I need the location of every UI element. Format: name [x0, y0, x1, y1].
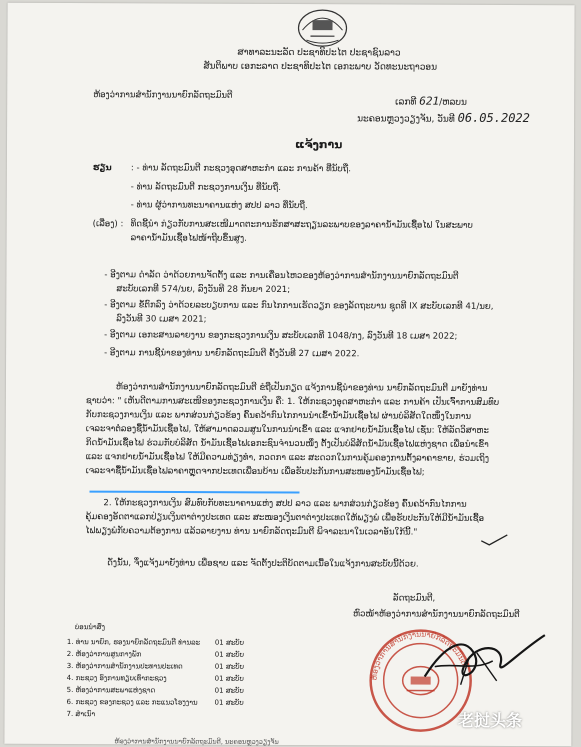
- distribution-copies: 01 ສະບັບ: [214, 650, 245, 659]
- subject-line: ລາຄານ້ຳມັນເຊື້ອໄຟໜ້າຖີບຂຶ້ນສູງ.: [130, 233, 247, 244]
- body-line: ແລະ ແຈກຢາຍນ້ຳມັນເຊື້ອໄຟ ໃຫ້ມີຄວາມທ່ຽງທຳ, ກວດກາ ແລະ ສະດວກໃນການຄຸ້ມຄອງການຕັ້ງລາຄາຂາຍ, ຮ່ວມເຖິງ: [85, 452, 490, 464]
- distribution-item: 6. ກະຊວງ ຂອງກະຊວງ ແລະ ກະແນວໂຮງງານ: [66, 698, 198, 707]
- body-line: ຄຸ້ມຄອງອັດຕາແລກປ່ຽນເງິນຕາຕ່າງປະເທດ ແລະ ສະໜອງເງິນຕາຕ່າງປະເທດໃຫ້ພຽງພໍ ເພື່ອຮັບປະກັນໃຫ້ມີນ້ຳມັນເຊື້ອ: [85, 512, 485, 524]
- body-line: ເຈລະຈາຕໍ່ລອງຊື້ນ້ຳມັນເຊື້ອໄຟ, ໃຫ້ສາມາດລວມສູນໃນການນຳເຂົ້າ ແລະ ແຈກຢາຍນ້ຳມັນເຊື້ອໄຟ ເຊັ່ນ: ໃຫ້ລັດວິສາຫະ: [85, 424, 489, 436]
- stamp-text: ຫ້ອງວ່າການສຳນັກງານນາຍົກລັດຖະມົນຕີ: [369, 629, 469, 681]
- signatory-title: ລັດຖະມົນຕີ,: [393, 593, 436, 604]
- body-line: 2. ໃຫ້ກະຊວງການເງິນ ສົມທົບກັບທະນາຄານແຫ່ງ ສປປ ລາວ ແລະ ພາກສ່ວນກ່ຽວຂ້ອງ ຄົ້ນຄວ້າກົນໄກການ: [103, 498, 467, 510]
- body-line: ຫ້ອງວ່າການສຳນັກງານນາຍົກລັດຖະມົນຕີ ຂໍຖືເປັນກຽດ ແຈ້ງການຊີ້ນຳຂອງທ່ານ ນາຍົກລັດຖະມົນຕີ ມາຍັງທ່ານ: [115, 382, 488, 394]
- document-number: ເລກທີ 621/ຫລບນ: [395, 94, 467, 108]
- reference-line: - ອີງຕາມ ດຳລັດ ວ່າດ້ວຍການຈັດຕັ້ງ ແລະ ການເຄື່ອນໄຫວຂອງຫ້ອງວ່າການສຳນັກງານນາຍົກລັດຖະມົນຕີ: [104, 270, 459, 282]
- header-line-2: ສັນຕິພາບ ເອກະລາດ ປະຊາທິປະໄຕ ເອກະພາບ ວັດທະນະຖາວອນ: [203, 61, 438, 73]
- body-line: ເຈລະຈາຊື້ນ້ຳມັນເຊື້ອໄຟລາຄາຫຼຸດຈາກປະເທດເພື່ອນບ້ານ ເພື່ອຮັບປະກັນການສະໜອງນ້ຳມັນເຊື້ອໄຟ;: [85, 466, 425, 478]
- subject-line: ທິດຊີ້ນຳ ກ່ຽວກັບການສະເໜີມາດຕະການຮັກສາສະຖຽນລະພາບຂອງລາຄານ້ຳມັນເຊື້ອໄຟ ໃນສະພາບ: [130, 219, 473, 231]
- body-line: ຊາບວ່າ: " ເຫັນດີຕາມການສະເໜີຂອງກະຊວງການເງິນ ຄື: 1. ໃຫ້ກະຊວງອຸດສາຫະກຳ ແລະ ການຄ້າ ເປັນເຈົ້າການສົມທົບ: [85, 396, 500, 408]
- distribution-item: 3. ຫ້ອງວ່າການສຳນັກງານປະທານປະເທດ: [66, 662, 183, 671]
- distribution-title: ບ່ອນນຳສົ່ງ: [74, 623, 106, 632]
- recipient-item: - ທ່ານ ຜູ້ວ່າການທະນາຄານແຫ່ງ ສປປ ລາວ ທີ່ນັບຖື.: [130, 200, 308, 212]
- document-number-value: 621: [419, 94, 440, 108]
- reference-line: - ອີງຕາມ ເອກະສານລາຍງານ ຂອງກະຊວງການເງິນ ສະບັບເລກທີ 1048/ກງ, ລົງວັນທີ 18 ເມສາ 2022;: [104, 330, 458, 342]
- handwritten-mark-icon: [479, 533, 509, 547]
- distribution-item: 1. ທ່ານ ນາຍົກ, ຮອງນາຍົກລັດຖະມົນຕີ ທ່ານລະ: [66, 638, 201, 647]
- distribution-item: 7. ສຳເນົາ: [66, 710, 96, 719]
- distribution-copies: 01 ສະບັບ: [214, 698, 244, 707]
- recipient-item: - ທ່ານ ລັດຖະມົນຕີ ກະຊວງການເງິນ ທີ່ນັບຖື.: [130, 182, 281, 193]
- recipient-item: : - ທ່ານ ລັດຖະມົນຕີ ກະຊວງອຸດສາຫະກຳ ແລະ ການຄ້າ ທີ່ນັບຖື.: [130, 163, 352, 175]
- issuing-office: ຫ້ອງວ່າການສຳນັກງານນາຍົກລັດຖະມົນຕີ: [93, 90, 233, 101]
- distribution-item: 4. ກະຊວງ ອົງການທຽບເທົ່າກະຊວງ: [66, 674, 167, 683]
- subject-label: (ເລື່ອງ) :: [92, 219, 124, 230]
- recipients-label: ຮຽນ: [92, 163, 112, 174]
- signatory-office: ຫົວໜ້າຫ້ອງວ່າການສຳນັກງານນາຍົກລັດຖະມົນຕີ: [352, 609, 520, 621]
- distribution-item: 2. ຫ້ອງວ່າການສູນກາງພັກ: [66, 650, 142, 659]
- distribution-copies: 01 ສະບັບ: [214, 686, 244, 695]
- distribution-copies: 01 ສະບັບ: [214, 662, 244, 671]
- reference-line: - ອີງຕາມ ການຊີ້ນຳຂອງທ່ານ ນາຍົກລັດຖະມົນຕີ ຄັ້ງວັນທີ 27 ເມສາ 2022.: [104, 348, 360, 360]
- reference-line: ສະບັບເລກທີ 574/ນຍ, ລົງວັນທີ 28 ກັນຍາ 2021;: [116, 284, 291, 296]
- document-page: [4, 3, 574, 746]
- distribution-item: 5. ຫ້ອງວ່າການສະພາແຫ່ງຊາດ: [66, 686, 156, 695]
- reference-line: ລົງວັນທີ 30 ເມສາ 2021;: [116, 314, 207, 325]
- closing-line: ດັ່ງນັ້ນ, ຈຶ່ງແຈ້ງມາຍັງທ່ານ ເພື່ອຊາບ ແລະ ຈັດຕັ້ງປະຕິບັດຕາມເນື້ອໃນແຈ້ງການສະບັບນີ້ດ້ວຍ.: [107, 558, 419, 570]
- handwritten-signature-icon: [405, 615, 555, 706]
- body-line: ໄຟພຽງພໍກັບຄວາມຕ້ອງການ ແລ້ວລາຍງານ ທ່ານ ນາຍົກລັດຖະມົນຕີ ພິຈາລະນາໃນເວລາອັນໃກ້ນີ້.": [85, 526, 418, 538]
- date-prefix: ນະຄອນຫຼວງວຽງຈັນ, ວັນທີ: [357, 114, 455, 125]
- footer-text: ຫ້ອງວ່າການສຳນັກງານນາຍົກລັດຖະມົນຕີ, ນະຄອນຫຼວງວຽງຈັນ: [114, 737, 279, 746]
- watermark-logo: 老挝头条: [458, 711, 523, 730]
- reference-line: - ອີງຕາມ ຂໍ້ຕົກລົງ ວ່າດ້ວຍລະບຽບການ ແລະ ກົນໄກການເຮັດວຽກ ຂອງລັດຖະບານ ຊຸດທີ IX ສະບັບເລກທີ 41/ນຍ,: [104, 300, 494, 312]
- national-emblem-icon: [292, 6, 352, 48]
- body-line: ກິດນ້ຳມັນເຊື້ອໄຟ ຮ່ວມກັບບໍລິສັດ ນ້ຳມັນເຊື້ອໄຟເອກະຊົນຈຳນວນໜຶ່ງ ຕັ້ງເປັນບໍລິສັດນ້ຳມັນເຊື້ອໄຟແຫ່ງຊາດ ເພື່ອນຳເຂົ້າ: [85, 438, 489, 450]
- distribution-copies: 01 ສະບັບ: [214, 674, 244, 683]
- page-title: ແຈ້ງການ: [294, 138, 343, 152]
- document-number-suffix: /ຫລບນ: [439, 97, 467, 108]
- highlight-underline: [89, 490, 299, 494]
- body-line: ກັບກະຊວງການເງິນ ແລະ ພາກສ່ວນກ່ຽວຂ້ອງ ຄົ້ນຄວ້າກົນໄກການນຳເຂົ້ານ້ຳມັນເຊື້ອໄຟ ຜ່ານບໍລິສັດໃດໜຶ່ງໃນການ: [85, 410, 472, 422]
- document-date: [357, 110, 530, 125]
- distribution-copies: 01 ສະບັບ: [214, 638, 245, 647]
- header-line-1: ສາທາລະນະລັດ ປະຊາທິປະໄຕ ປະຊາຊົນລາວ: [237, 47, 401, 59]
- date-value: 06.05.2022: [457, 110, 530, 126]
